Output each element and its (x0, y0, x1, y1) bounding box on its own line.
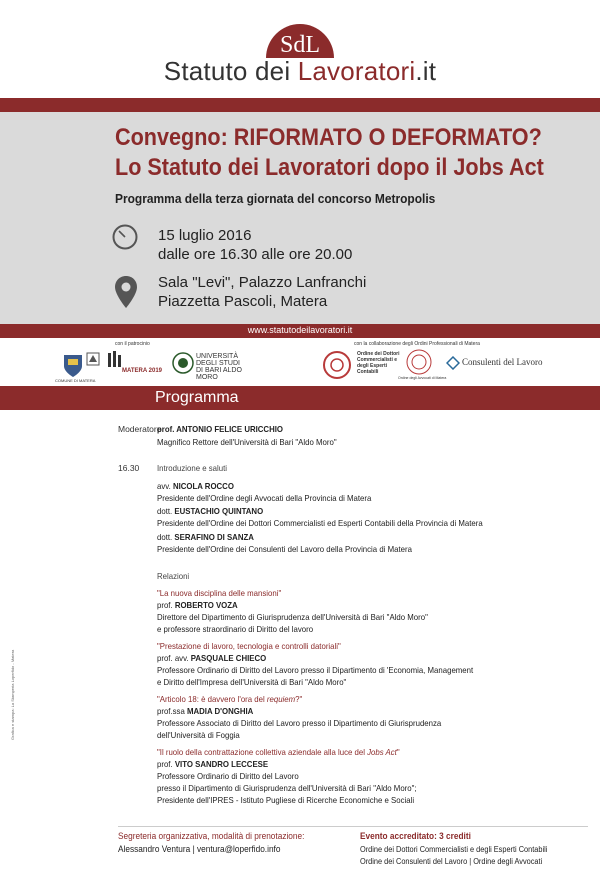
event-title-line2: Lo Statuto dei Lavoratori dopo il Jobs Act (115, 154, 544, 181)
programma-band (0, 386, 600, 410)
matera-2019-label: MATERA 2019 (122, 368, 163, 374)
odcec-logo-icon (320, 350, 354, 380)
uniba-label: UNIVERSITÀ DEGLI STUDI DI BARI ALDO MORO (196, 353, 242, 381)
avvocati-label: Ordine degli Avvocati di Matera (398, 376, 447, 380)
footer-divider (118, 826, 588, 827)
time-label: 16.30 (118, 463, 140, 473)
relazione-1-topic: "La nuova disciplina delle mansioni" (157, 588, 282, 598)
relatore-voza: prof. ROBERTO VOZA (157, 600, 238, 610)
relatore-voza-role2: e professore straordinario di Diritto del lavoro (157, 624, 314, 634)
relatore-chieco-role1: Professore Ordinario di Diritto del Lavoro presso il Dipartimento di 'Economia, Management (157, 665, 474, 675)
relatore-leccese-role1: Professore Ordinario di Diritto del Lavoro (157, 771, 299, 781)
relazione-2-topic: "Prestazione di lavoro, tecnologia e controlli datoriali" (157, 641, 341, 651)
logo-part-3: .it (415, 56, 437, 86)
relatore-leccese-role3: Presidente dell'IPRES - Istituto Pugliese di Ricerche Economiche e Sociali (157, 795, 415, 805)
logo-part-1: Statuto dei (163, 56, 298, 86)
cdl-label: Consulenti del Lavoro (462, 357, 543, 367)
avvocati-seal-icon (406, 349, 432, 375)
event-title-line1: Convegno: RIFORMATO O DEFORMATO? (115, 124, 542, 151)
uniba-seal-icon (172, 352, 194, 374)
relazione-3-topic: "Articolo 18: è davvero l'ora del requiem?" (157, 694, 303, 704)
sdl-logo-icon (262, 14, 338, 58)
venue-line2: Piazzetta Pascoli, Matera (158, 293, 328, 310)
clock-icon (112, 224, 138, 250)
logo-part-2: Lavoratori (297, 56, 416, 86)
event-subtitle: Programma della terza giornata del concorso Metropolis (115, 191, 436, 206)
relatore-donghia: prof.ssa MADIA D'ONGHIA (157, 706, 254, 716)
ordine-line2: Ordine dei Consulenti del Lavoro | Ordine degli Avvocati (360, 857, 543, 866)
event-date: 15 luglio 2016 (158, 227, 252, 244)
moderatore-role: Magnifico Rettore dell'Università di Bari "Aldo Moro" (157, 437, 337, 447)
intro-label: Introduzione e saluti (157, 463, 227, 473)
crediti-label: Evento accreditato: 3 crediti (360, 831, 471, 841)
patrocinio-label: con il patrocinio (115, 341, 150, 347)
speaker-rocco: avv. NICOLA ROCCO (157, 481, 234, 491)
location-pin-icon (114, 275, 138, 309)
relatore-leccese: prof. VITO SANDRO LECCESE (157, 759, 269, 769)
speaker-disanza-role: Presidente dell'Ordine dei Consulenti del Lavoro della Provincia di Matera (157, 544, 412, 554)
odcec-label: Ordine dei Dottori Commercialisti e degli Esperti Contabili (357, 351, 400, 375)
speaker-disanza: dott. SERAFINO DI SANZA (157, 532, 254, 542)
venue-line1: Sala "Levi", Palazzo Lanfranchi (158, 274, 367, 291)
relatore-chieco-role2: e Diritto dell'Impresa dell'Università di Bari "Aldo Moro" (157, 677, 347, 687)
moderatore-name: prof. ANTONIO FELICE URICCHIO (157, 424, 283, 434)
moderatore-label: Moderatore (118, 424, 162, 434)
relatore-donghia-role1: Professore Associato di Diritto del Lavoro presso il Dipartimento di Giurisprudenza (157, 718, 442, 728)
speaker-quintano-role: Presidente dell'Ordine dei Dottori Commercialisti ed Esperti Contabili della Provincia di Matera (157, 518, 483, 528)
cdl-logo-icon (446, 356, 460, 370)
relazione-4-topic: "Il ruolo della contrattazione collettiva aziendale alla luce del Jobs Act" (157, 747, 400, 757)
segreteria-label: Segreteria organizzativa, modalità di prenotazione: (118, 831, 305, 841)
unesco-icon (86, 352, 100, 366)
speaker-quintano: dott. EUSTACHIO QUINTANO (157, 506, 264, 516)
logo-mark-text: SdL (279, 32, 321, 58)
site-logo-text (0, 56, 600, 87)
segreteria-contact[interactable]: Alessandro Ventura | ventura@loperfido.info (118, 844, 281, 854)
relatore-chieco: prof. avv. PASQUALE CHIECO (157, 653, 267, 663)
printer-credit: Grafica e stampa: La Stamperia Loperfido - Matera (10, 649, 15, 740)
comune-matera-crest-icon (62, 352, 84, 378)
event-time: dalle ore 16.30 alle ore 20.00 (158, 246, 353, 263)
website-link[interactable]: www.statutodeilavoratori.it (247, 325, 353, 335)
top-bar (0, 98, 600, 112)
comune-label: COMUNE DI MATERA (55, 378, 96, 383)
programma-heading: Programma (155, 389, 239, 406)
relatore-donghia-role2: dell'Università di Foggia (157, 730, 240, 740)
collaborazione-label: con la collaborazione degli Ordini Professionali di Matera (354, 341, 480, 347)
speaker-rocco-role: Presidente dell'Ordine degli Avvocati della Provincia di Matera (157, 493, 372, 503)
relatore-voza-role1: Direttore del Dipartimento di Giurisprudenza dell'Università di Bari "Aldo Moro" (157, 612, 428, 622)
ordine-line1: Ordine dei Dottori Commercialisti e degli Esperti Contabili (360, 845, 548, 854)
relazioni-label: Relazioni (157, 571, 190, 581)
relatore-leccese-role2: presso il Dipartimento di Giurisprudenza dell'Università di Bari "Aldo Moro"; (157, 783, 417, 793)
